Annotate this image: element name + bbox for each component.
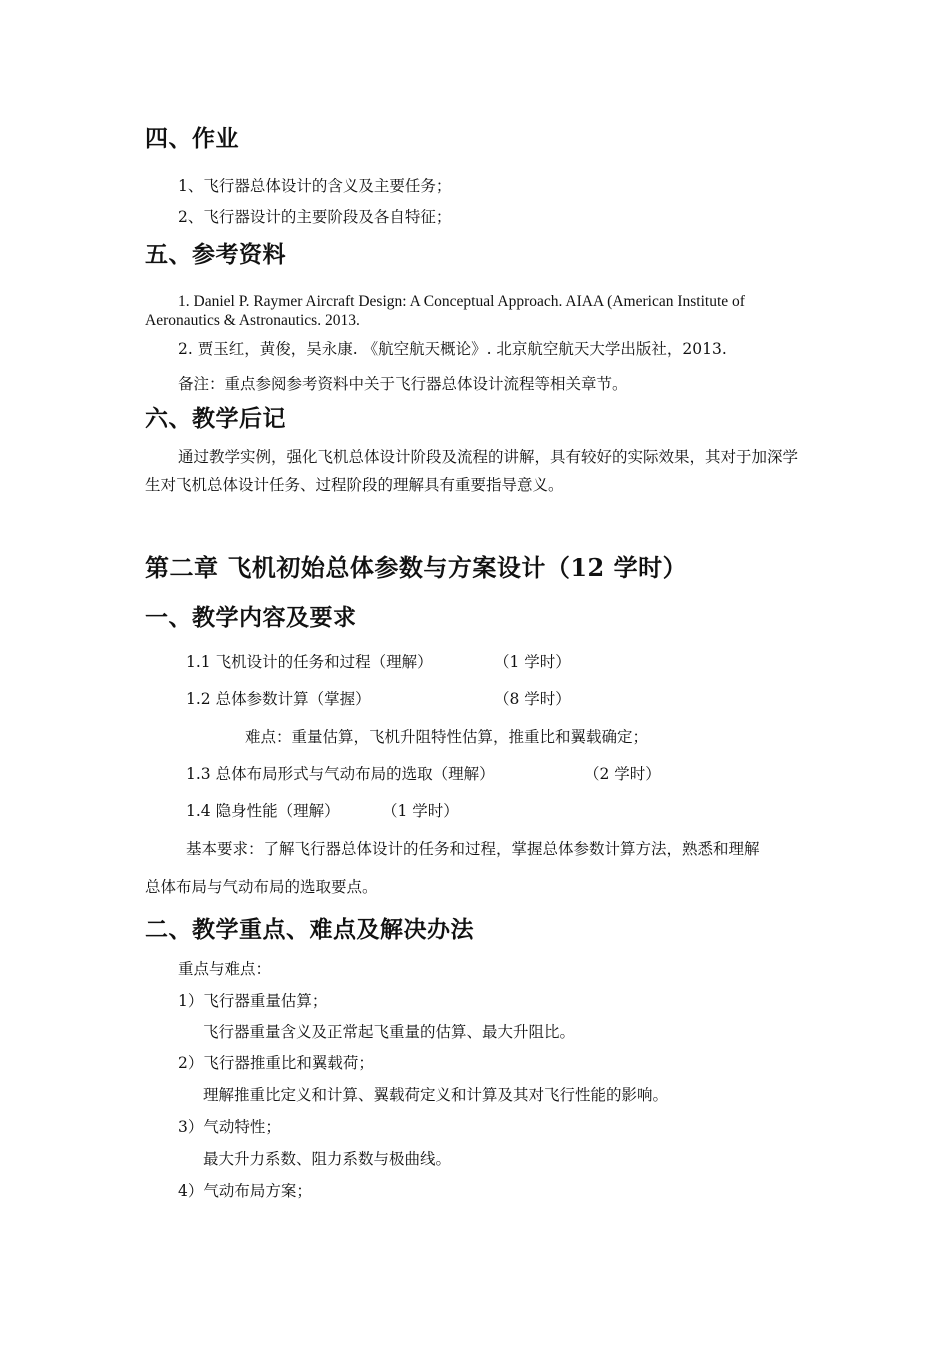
chapter-title: 第二章 飞机初始总体参数与方案设计（12 学时）: [145, 553, 688, 582]
section-heading-teaching-notes: 六、教学后记: [145, 405, 286, 432]
key-points-intro: 重点与难点：: [178, 960, 272, 978]
content-item-label: 1.1 飞机设计的任务和过程（理解）: [186, 653, 433, 671]
content-item-2: [186, 688, 571, 710]
reference-1-line-2: Aeronautics & Astronautics. 2013.: [145, 312, 360, 329]
section-heading-homework: 四、作业: [145, 125, 239, 152]
reference-1-line-1: 1. Daniel P. Raymer Aircraft Design: A Conceptual Approach. AIAA (American Institute of: [178, 293, 745, 310]
key-point-2-detail: 理解推重比定义和计算、翼载荷定义和计算及其对飞行性能的影响。: [203, 1086, 669, 1104]
key-point-3-detail: 最大升力系数、阻力系数与极曲线。: [203, 1150, 452, 1168]
requirement-line-2: 总体布局与气动布局的选取要点。: [145, 878, 378, 896]
teaching-notes-body: 通过教学实例，强化飞机总体设计阶段及流程的讲解，具有较好的实际效果，其对于加深学生对飞机总体设计任务、过程阶段的理解具有重要指导意义。: [145, 448, 799, 494]
homework-item-1: 1、飞行器总体设计的含义及主要任务；: [178, 177, 452, 195]
homework-item-2: 2、飞行器设计的主要阶段及各自特征；: [178, 208, 452, 226]
content-item-label: 1.2 总体参数计算（掌握）: [186, 690, 371, 708]
reference-note: 备注：重点参阅参考资料中关于飞行器总体设计流程等相关章节。: [178, 375, 628, 393]
content-item-label: 1.4 隐身性能（理解）: [186, 802, 340, 820]
section-heading-references: 五、参考资料: [145, 241, 286, 268]
key-point-3-title: 3）气动特性；: [178, 1118, 281, 1136]
key-point-2-title: 2）飞行器推重比和翼载荷；: [178, 1054, 374, 1072]
requirement-line-1: 基本要求：了解飞行器总体设计的任务和过程，掌握总体参数计算方法，熟悉和理解: [186, 840, 760, 858]
content-item-hours: （2 学时）: [584, 765, 661, 783]
content-item-hours: （1 学时）: [382, 802, 459, 820]
content-item-hours: （1 学时）: [494, 653, 571, 671]
key-point-4-title: 4）气动布局方案；: [178, 1182, 312, 1200]
section-heading-content-requirements: 一、教学内容及要求: [145, 604, 357, 631]
reference-2: 2. 贾玉红，黄俊，吴永康. 《航空航天概论》. 北京航空航天大学出版社，2013.: [178, 340, 727, 358]
content-item-4: [186, 800, 459, 822]
key-point-1-title: 1）飞行器重量估算；: [178, 992, 328, 1010]
content-item-label: 1.3 总体布局形式与气动布局的选取（理解）: [186, 765, 495, 783]
content-item-hours: （8 学时）: [494, 690, 571, 708]
content-item-1: [186, 651, 571, 673]
content-difficulty: 难点：重量估算，飞机升阻特性估算，推重比和翼载确定；: [245, 728, 649, 746]
key-point-1-detail: 飞行器重量含义及正常起飞重量的估算、最大升阻比。: [203, 1023, 576, 1041]
section-heading-key-points: 二、教学重点、难点及解决办法: [145, 916, 474, 943]
content-item-3: [186, 763, 661, 785]
